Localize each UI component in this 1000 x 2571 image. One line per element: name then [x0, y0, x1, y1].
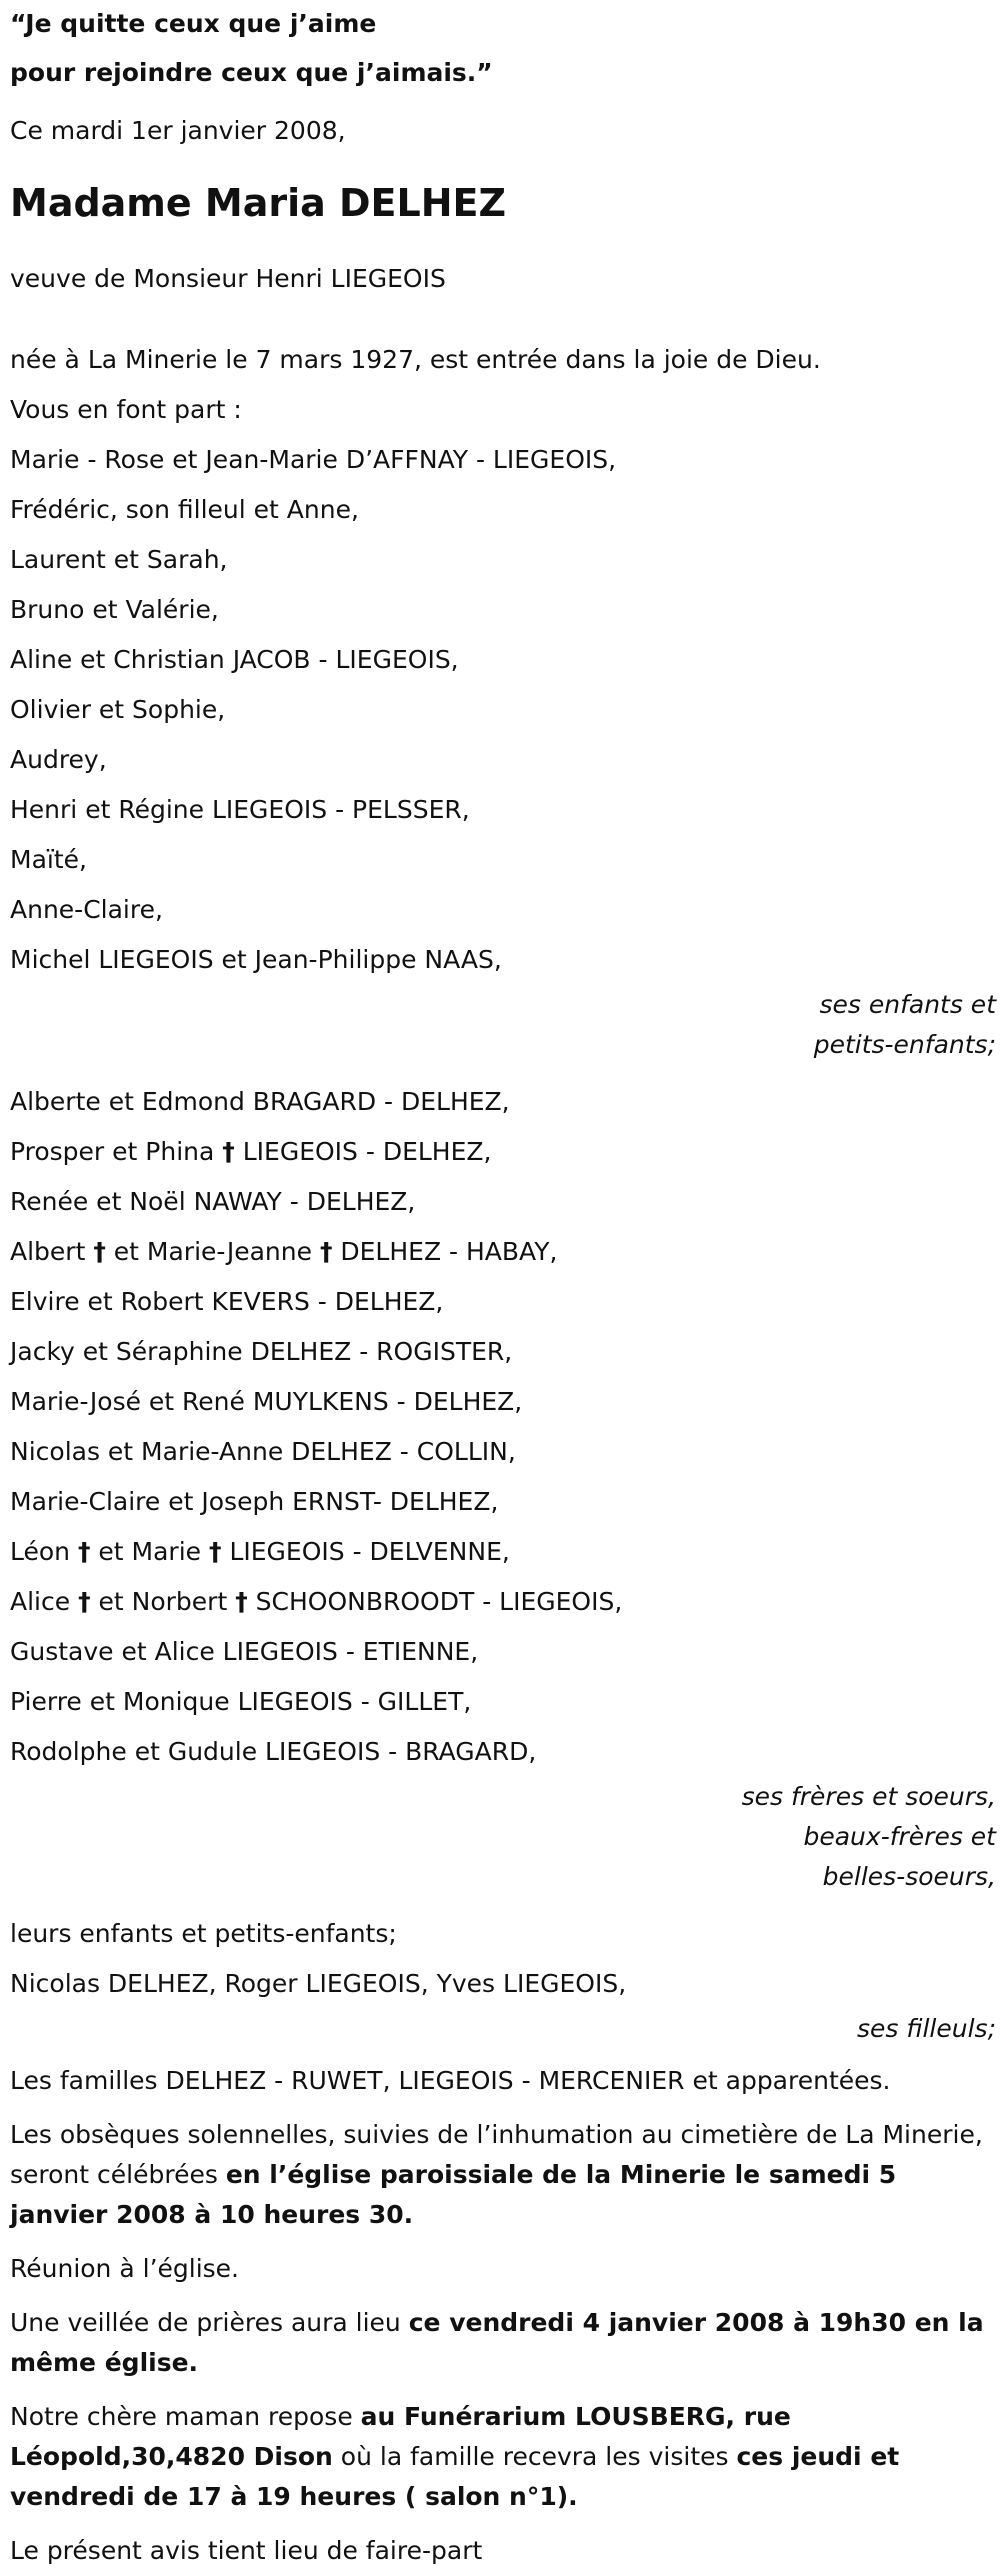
list-item	[10, 1127, 996, 1177]
list-item	[10, 1177, 996, 1227]
rest-paragraph	[10, 2397, 996, 2517]
rest-text: où la famille recevra les visites	[332, 2442, 737, 2471]
cross-icon: †	[319, 1237, 333, 1266]
sibling-text: Prosper et Phina	[10, 1137, 215, 1166]
opening-quote	[10, 8, 996, 88]
funeral-paragraph	[10, 2115, 996, 2235]
rest-text: Notre chère maman repose	[10, 2402, 361, 2431]
quote-line-1: “Je quitte ceux que j’aime	[10, 9, 377, 38]
widow-line: veuve de Monsieur Henri LIEGEOIS	[10, 264, 446, 293]
list-item	[10, 1677, 996, 1727]
list-item: Marie - Rose et Jean-Marie D’AFFNAY - LIEGEOIS,	[10, 445, 617, 474]
children-list	[10, 435, 996, 985]
sibling-text: Elvire et Robert KEVERS - DELHEZ,	[10, 1287, 444, 1316]
funeral-details: en l’église paroissiale de la Minerie le samedi 5 janvier 2008 à 10 heures 30.	[10, 2160, 897, 2229]
sibling-text: Alberte et Edmond BRAGARD - DELHEZ,	[10, 1087, 510, 1116]
quote-line-2: pour rejoindre ceux que j’aimais.”	[10, 58, 493, 87]
relation-label: beaux-frères et	[803, 1822, 996, 1851]
vigil-details: ce vendredi 4 janvier 2008 à 19h30 en la même église.	[10, 2308, 984, 2377]
sibling-text: Léon	[10, 1537, 71, 1566]
list-item: Maïté,	[10, 845, 87, 874]
list-item: Aline et Christian JACOB - LIEGEOIS,	[10, 645, 459, 674]
children-relation	[10, 985, 996, 1065]
cross-icon: †	[78, 1587, 91, 1616]
sibling-text: LIEGEOIS - DELHEZ,	[234, 1137, 492, 1166]
birth-line: née à La Minerie le 7 mars 1927, est entrée dans la joie de Dieu.	[10, 345, 821, 374]
sibling-text: DELHEZ - HABAY,	[332, 1237, 558, 1266]
list-item	[10, 1577, 996, 1627]
cross-icon: †	[77, 1537, 91, 1566]
sibling-text: Marie-Claire et Joseph ERNST- DELHEZ,	[10, 1487, 499, 1516]
sibling-text: et Marie	[90, 1537, 202, 1566]
sibling-text: Jacky et Séraphine DELHEZ - ROGISTER,	[10, 1337, 513, 1366]
cross-icon: †	[93, 1237, 106, 1266]
godsons-line: Nicolas DELHEZ, Roger LIEGEOIS, Yves LIEGEOIS,	[10, 1969, 627, 1998]
visiting-hours: ces jeudi et vendredi de 17 à 19 heures ( salon n°1).	[10, 2442, 900, 2511]
cross-icon: †	[209, 1537, 222, 1566]
funeral-text: Les obsèques solennelles, suivies de l’inhumation au cimetière de La Minerie, seront célébrées	[10, 2120, 983, 2189]
sibling-text: SCHOONBROODT - LIEGEOIS,	[247, 1587, 623, 1616]
sibling-text: Alice	[10, 1587, 71, 1616]
relation-label: ses frères et soeurs,	[741, 1782, 996, 1811]
list-item	[10, 1077, 996, 1127]
sibling-text: et Norbert	[90, 1587, 228, 1616]
relation-label: ses enfants et	[819, 990, 996, 1019]
list-item: Bruno et Valérie,	[10, 595, 219, 624]
list-item: Henri et Régine LIEGEOIS - PELSSER,	[10, 795, 470, 824]
announce-intro: Vous en font part :	[10, 395, 242, 424]
date-line: Ce mardi 1er janvier 2008,	[10, 116, 346, 145]
list-item: Anne-Claire,	[10, 895, 163, 924]
families-line: Les familles DELHEZ - RUWET, LIEGEOIS - MERCENIER et apparentées.	[10, 2066, 891, 2095]
relation-label: ses filleuls;	[856, 2014, 996, 2043]
cross-icon: †	[235, 1587, 248, 1616]
reunion-line: Réunion à l’église.	[10, 2254, 240, 2283]
list-item: Frédéric, son filleul et Anne,	[10, 495, 359, 524]
sibling-text: Marie-José et René MUYLKENS - DELHEZ,	[10, 1387, 523, 1416]
sibling-text: Pierre et Monique LIEGEOIS - GILLET,	[10, 1687, 472, 1716]
siblings-relation	[10, 1777, 996, 1897]
godsons-relation	[10, 2009, 996, 2049]
list-item: Audrey,	[10, 745, 107, 774]
list-item: Olivier et Sophie,	[10, 695, 226, 724]
funeral-home-address: au Funérarium LOUSBERG, rue Léopold,30,4820 Dison	[10, 2402, 791, 2471]
cross-icon: †	[222, 1137, 235, 1166]
list-item	[10, 1277, 996, 1327]
relation-label: petits-enfants;	[813, 1030, 996, 1059]
list-item	[10, 1327, 996, 1377]
list-item	[10, 1377, 996, 1427]
relation-label: belles-soeurs,	[822, 1862, 996, 1891]
list-item	[10, 1627, 996, 1677]
sibling-text: et Marie-Jeanne	[105, 1237, 312, 1266]
sibling-text: Renée et Noël NAWAY - DELHEZ,	[10, 1187, 416, 1216]
sibling-text: Gustave et Alice LIEGEOIS - ETIENNE,	[10, 1637, 479, 1666]
list-item	[10, 1227, 996, 1277]
list-item	[10, 1427, 996, 1477]
list-item: Michel LIEGEOIS et Jean-Philippe NAAS,	[10, 945, 502, 974]
list-item: Laurent et Sarah,	[10, 545, 228, 574]
sibling-text: Nicolas et Marie-Anne DELHEZ - COLLIN,	[10, 1437, 516, 1466]
list-item	[10, 1727, 996, 1777]
siblings-list	[10, 1077, 996, 1777]
list-item	[10, 1477, 996, 1527]
vigil-paragraph	[10, 2303, 996, 2383]
nephews-line: leurs enfants et petits-enfants;	[10, 1919, 397, 1948]
deceased-name: Madame Maria DELHEZ	[10, 181, 507, 225]
sibling-text: Albert	[10, 1237, 86, 1266]
closing-line: Le présent avis tient lieu de faire-part	[10, 2536, 483, 2565]
sibling-text: LIEGEOIS - DELVENNE,	[221, 1537, 510, 1566]
list-item	[10, 1527, 996, 1577]
sibling-text: Rodolphe et Gudule LIEGEOIS - BRAGARD,	[10, 1737, 537, 1766]
vigil-text: Une veillée de prières aura lieu	[10, 2308, 409, 2337]
